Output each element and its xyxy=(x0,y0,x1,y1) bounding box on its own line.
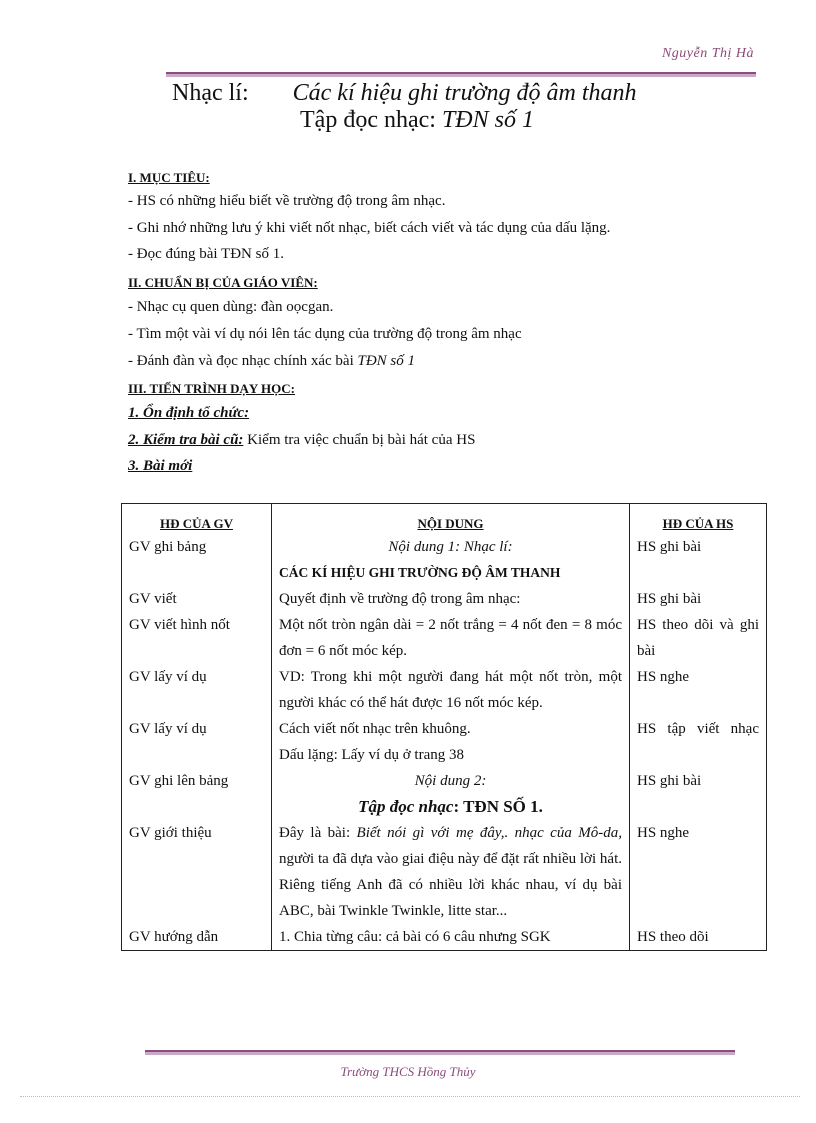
page-edge-divider xyxy=(20,1096,800,1097)
title-line-1 xyxy=(172,80,637,107)
student-activity: HS nghe xyxy=(630,664,767,716)
teacher-activity: GV viết xyxy=(122,586,272,612)
preparation-item: - Tìm một vài ví dụ nói lên tác dụng của trường độ trong âm nhạc xyxy=(128,326,522,342)
reading-title-italic: Tập đọc nhạc xyxy=(358,797,454,816)
preparation-item-italic: TĐN số 1 xyxy=(357,353,416,369)
student-activity xyxy=(630,742,767,768)
process-step-2 xyxy=(128,432,475,449)
reading-title-rest: : TĐN SỐ 1. xyxy=(453,797,543,816)
table-row xyxy=(122,768,767,794)
content-cell: Dấu lặng: Lấy ví dụ ở trang 38 xyxy=(272,742,630,768)
section-heading-preparation: II. CHUẨN BỊ CỦA GIÁO VIÊN: xyxy=(128,275,318,290)
student-activity: HS theo dõi xyxy=(630,924,767,951)
table-row xyxy=(122,716,767,742)
lesson-table xyxy=(121,503,767,951)
header-rule xyxy=(166,72,756,77)
content-cell: Một nốt tròn ngân dài = 2 nốt trắng = 4 nốt đen = 8 móc đơn = 6 nốt móc kép. xyxy=(272,612,630,664)
table-row xyxy=(122,742,767,768)
student-activity: HS tập viết nhạc xyxy=(630,716,767,742)
table-row xyxy=(122,560,767,586)
content-cell xyxy=(272,794,630,820)
teacher-activity: GV viết hình nốt xyxy=(122,612,272,664)
header-content: NỘI DUNG xyxy=(272,504,630,535)
table-header-row xyxy=(122,504,767,535)
table-row xyxy=(122,534,767,560)
content-cell: Nội dung 1: Nhạc lí: xyxy=(272,534,630,560)
process-step-3: 3. Bài mới xyxy=(128,458,193,474)
title-topic-1: Các kí hiệu ghi trường độ âm thanh xyxy=(292,80,637,106)
footer-rule xyxy=(145,1050,735,1055)
section-heading-process: III. TIẾN TRÌNH DẠY HỌC: xyxy=(128,381,295,396)
process-step-1: 1. Ổn định tổ chức: xyxy=(128,405,250,421)
title-prefix-1: Nhạc lí: xyxy=(172,80,249,106)
teacher-activity: GV ghi bảng xyxy=(122,534,272,560)
content-cell: 1. Chia từng câu: cả bài có 6 câu nhưng SGK xyxy=(272,924,630,951)
teacher-activity xyxy=(122,560,272,586)
teacher-activity xyxy=(122,794,272,820)
content-cell: VD: Trong khi một người đang hát một nốt tròn, một người khác có thể hát được 16 nốt móc kép. xyxy=(272,664,630,716)
process-step-2-text: Kiểm tra việc chuẩn bị bài hát của HS xyxy=(247,432,476,448)
table-row xyxy=(122,586,767,612)
title-line-2 xyxy=(300,107,534,134)
table-row xyxy=(122,664,767,716)
teacher-activity: GV ghi lên bảng xyxy=(122,768,272,794)
content-cell xyxy=(272,820,630,924)
objective-item: - Ghi nhớ những lưu ý khi viết nốt nhạc, biết cách viết và tác dụng của dấu lặng. xyxy=(128,220,611,236)
student-activity: HS theo dõi và ghi bài xyxy=(630,612,767,664)
teacher-activity: GV lấy ví dụ xyxy=(122,664,272,716)
content-cell: Nội dung 2: xyxy=(272,768,630,794)
section-heading-objectives: I. MỤC TIÊU: xyxy=(128,170,210,185)
preparation-item-text: - Đánh đàn và đọc nhạc chính xác bài xyxy=(128,353,358,369)
content-cell: Cách viết nốt nhạc trên khuông. xyxy=(272,716,630,742)
header-teacher: HĐ CỦA GV xyxy=(122,504,272,535)
author-name: Nguyễn Thị Hà xyxy=(661,46,754,61)
content-cell: Quyết định về trường độ trong âm nhạc: xyxy=(272,586,630,612)
preparation-item: - Nhạc cụ quen dùng: đàn oọcgan. xyxy=(128,299,334,315)
student-activity xyxy=(630,794,767,820)
preparation-item xyxy=(128,353,415,370)
objective-item: - Đọc đúng bài TĐN số 1. xyxy=(128,246,284,262)
student-activity: HS ghi bài xyxy=(630,768,767,794)
process-step-2-label: 2. Kiểm tra bài cũ: xyxy=(128,432,244,448)
teacher-activity: GV lấy ví dụ xyxy=(122,716,272,742)
objective-item: - HS có những hiểu biết về trường độ trong âm nhạc. xyxy=(128,193,446,209)
footer-school: Trường THCS Hồng Thủy xyxy=(340,1064,476,1079)
intro-text-song: Biết nói gì với mẹ đây,. nhạc của Mô-da, xyxy=(356,825,622,841)
table-row xyxy=(122,612,767,664)
teacher-activity: GV giới thiệu xyxy=(122,820,272,924)
teacher-activity xyxy=(122,742,272,768)
title-topic-2: TĐN số 1 xyxy=(441,107,534,133)
student-activity: HS ghi bài xyxy=(630,534,767,560)
student-activity xyxy=(630,560,767,586)
title-prefix-2: Tập đọc nhạc: xyxy=(300,107,436,133)
teacher-activity: GV hướng dẫn xyxy=(122,924,272,951)
student-activity: HS nghe xyxy=(630,820,767,924)
content-cell: CÁC KÍ HIỆU GHI TRƯỜNG ĐỘ ÂM THANH xyxy=(272,560,630,586)
intro-text-c: người ta đã dựa vào giai điệu này để đặt rất nhiều lời hát. Riêng tiếng Anh đã có nhiều lời khác nhau, ví dụ bài ABC, bài Twinkle Twinkle, litte star... xyxy=(279,851,622,919)
table-row xyxy=(122,820,767,924)
table-row xyxy=(122,924,767,951)
header-student: HĐ CỦA HS xyxy=(630,504,767,535)
intro-text-a: Đây là bài: xyxy=(279,825,357,841)
table-row xyxy=(122,794,767,820)
student-activity: HS ghi bài xyxy=(630,586,767,612)
